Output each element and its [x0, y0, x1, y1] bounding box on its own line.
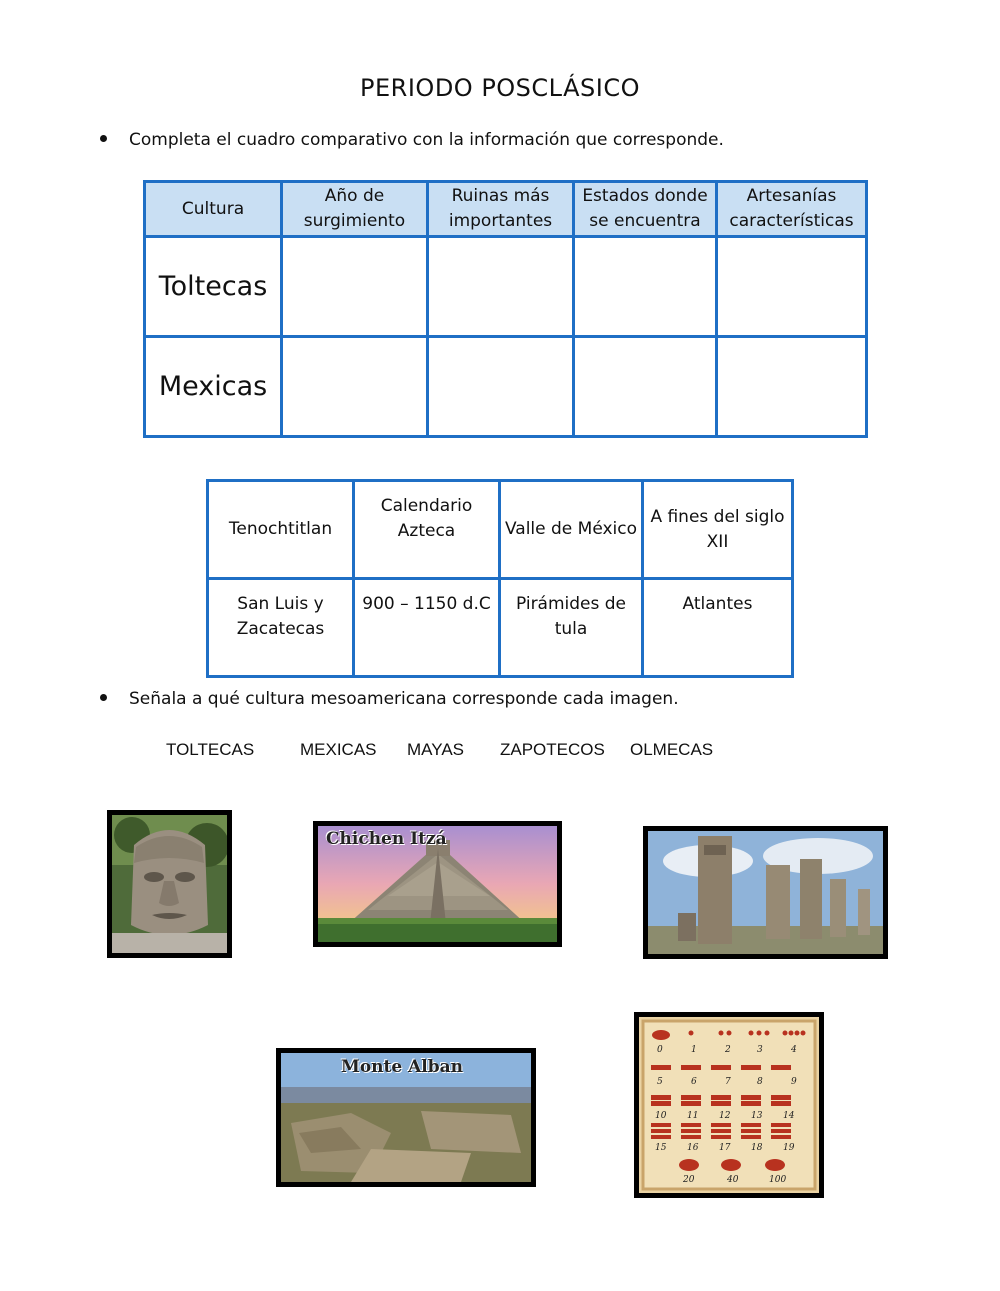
olmec-head-photo [112, 815, 227, 953]
numeral-label: 8 [757, 1077, 763, 1087]
chichen-itza-label: Chichen Itzá [326, 829, 447, 849]
option-tenochtitlan[interactable]: Tenochtitlan [208, 481, 354, 579]
drop-cell[interactable] [428, 337, 574, 437]
numeral-label: 17 [719, 1143, 731, 1153]
numeral-label: 11 [687, 1111, 699, 1121]
numeral-label: 3 [757, 1045, 763, 1055]
numeral-label: 2 [725, 1045, 731, 1055]
drop-cell[interactable] [282, 337, 428, 437]
drop-cell[interactable] [574, 337, 717, 437]
option-piramides-tula[interactable]: Pirámides de tula [500, 579, 643, 677]
numeral-label: 9 [791, 1077, 797, 1087]
option-calendario-azteca[interactable]: Calendario Azteca [354, 481, 500, 579]
culture-option-olmecas[interactable]: OLMECAS [630, 740, 714, 759]
numeral-label: 14 [783, 1111, 795, 1121]
drop-cell[interactable] [574, 237, 717, 337]
row-culture-mexicas: Mexicas [145, 337, 282, 437]
header-cultura: Cultura [145, 182, 282, 237]
numeral-label: 100 [769, 1175, 787, 1185]
option-san-luis-zacatecas[interactable]: San Luis y Zacatecas [208, 579, 354, 677]
bullet-icon [100, 694, 107, 701]
numeral-label: 19 [783, 1143, 795, 1153]
culture-option-mexicas[interactable]: MEXICAS [300, 740, 377, 759]
numeral-label: 4 [791, 1045, 797, 1055]
numeral-label: 5 [657, 1077, 663, 1087]
row-culture-toltecas: Toltecas [145, 237, 282, 337]
culture-option-zapotecos[interactable]: ZAPOTECOS [500, 740, 605, 759]
bullet-icon [100, 135, 107, 142]
header-estados: Estados donde se encuentra [574, 182, 717, 237]
numeral-label: 10 [655, 1111, 667, 1121]
option-900-1150[interactable]: 900 – 1150 d.C [354, 579, 500, 677]
table-row [145, 237, 867, 337]
page-title: PERIODO POSCLÁSICO [360, 74, 640, 102]
comparison-table [143, 180, 868, 438]
header-ano: Año de surgimiento [282, 182, 428, 237]
numeral-label: 1 [691, 1045, 697, 1055]
instruction-images [100, 689, 679, 709]
option-atlantes[interactable]: Atlantes [643, 579, 793, 677]
numeral-label: 0 [657, 1045, 663, 1055]
instruction-text: Señala a qué cultura mesoamericana corresponde cada imagen. [129, 689, 679, 709]
instruction-text: Completa el cuadro comparativo con la información que corresponde. [129, 130, 724, 150]
answer-options-table [206, 479, 794, 678]
drop-cell[interactable] [428, 237, 574, 337]
atlantes-image[interactable] [643, 826, 888, 959]
drop-cell[interactable] [717, 237, 867, 337]
header-ruinas: Ruinas más importantes [428, 182, 574, 237]
calendar-image[interactable] [634, 1012, 824, 1198]
numeral-label: 7 [725, 1077, 731, 1087]
instruction-table [100, 130, 724, 150]
numeral-label: 40 [727, 1175, 739, 1185]
numeral-label: 20 [683, 1175, 695, 1185]
numeral-label: 16 [687, 1143, 699, 1153]
numeral-label: 6 [691, 1077, 697, 1087]
numeral-label: 15 [655, 1143, 667, 1153]
drop-cell[interactable] [282, 237, 428, 337]
culture-option-toltecas[interactable]: TOLTECAS [166, 740, 255, 759]
olmec-head-image[interactable] [107, 810, 232, 958]
numeral-label: 12 [719, 1111, 731, 1121]
table-row [145, 337, 867, 437]
option-fines-siglo-xii[interactable]: A fines del siglo XII [643, 481, 793, 579]
culture-option-mayas[interactable]: MAYAS [407, 740, 464, 759]
atlantes-photo [648, 831, 883, 954]
drop-cell[interactable] [717, 337, 867, 437]
table-header-row [145, 182, 867, 237]
table-row [208, 579, 793, 677]
option-valle-de-mexico[interactable]: Valle de México [500, 481, 643, 579]
monte-alban-image[interactable] [276, 1048, 536, 1187]
monte-alban-label: Monte Alban [341, 1057, 464, 1077]
numeral-label: 18 [751, 1143, 763, 1153]
calendar-numeral-labels [639, 1017, 819, 1193]
chichen-itza-image[interactable] [313, 821, 562, 947]
header-artesanias: Artesanías características [717, 182, 867, 237]
numeral-label: 13 [751, 1111, 763, 1121]
table-row [208, 481, 793, 579]
